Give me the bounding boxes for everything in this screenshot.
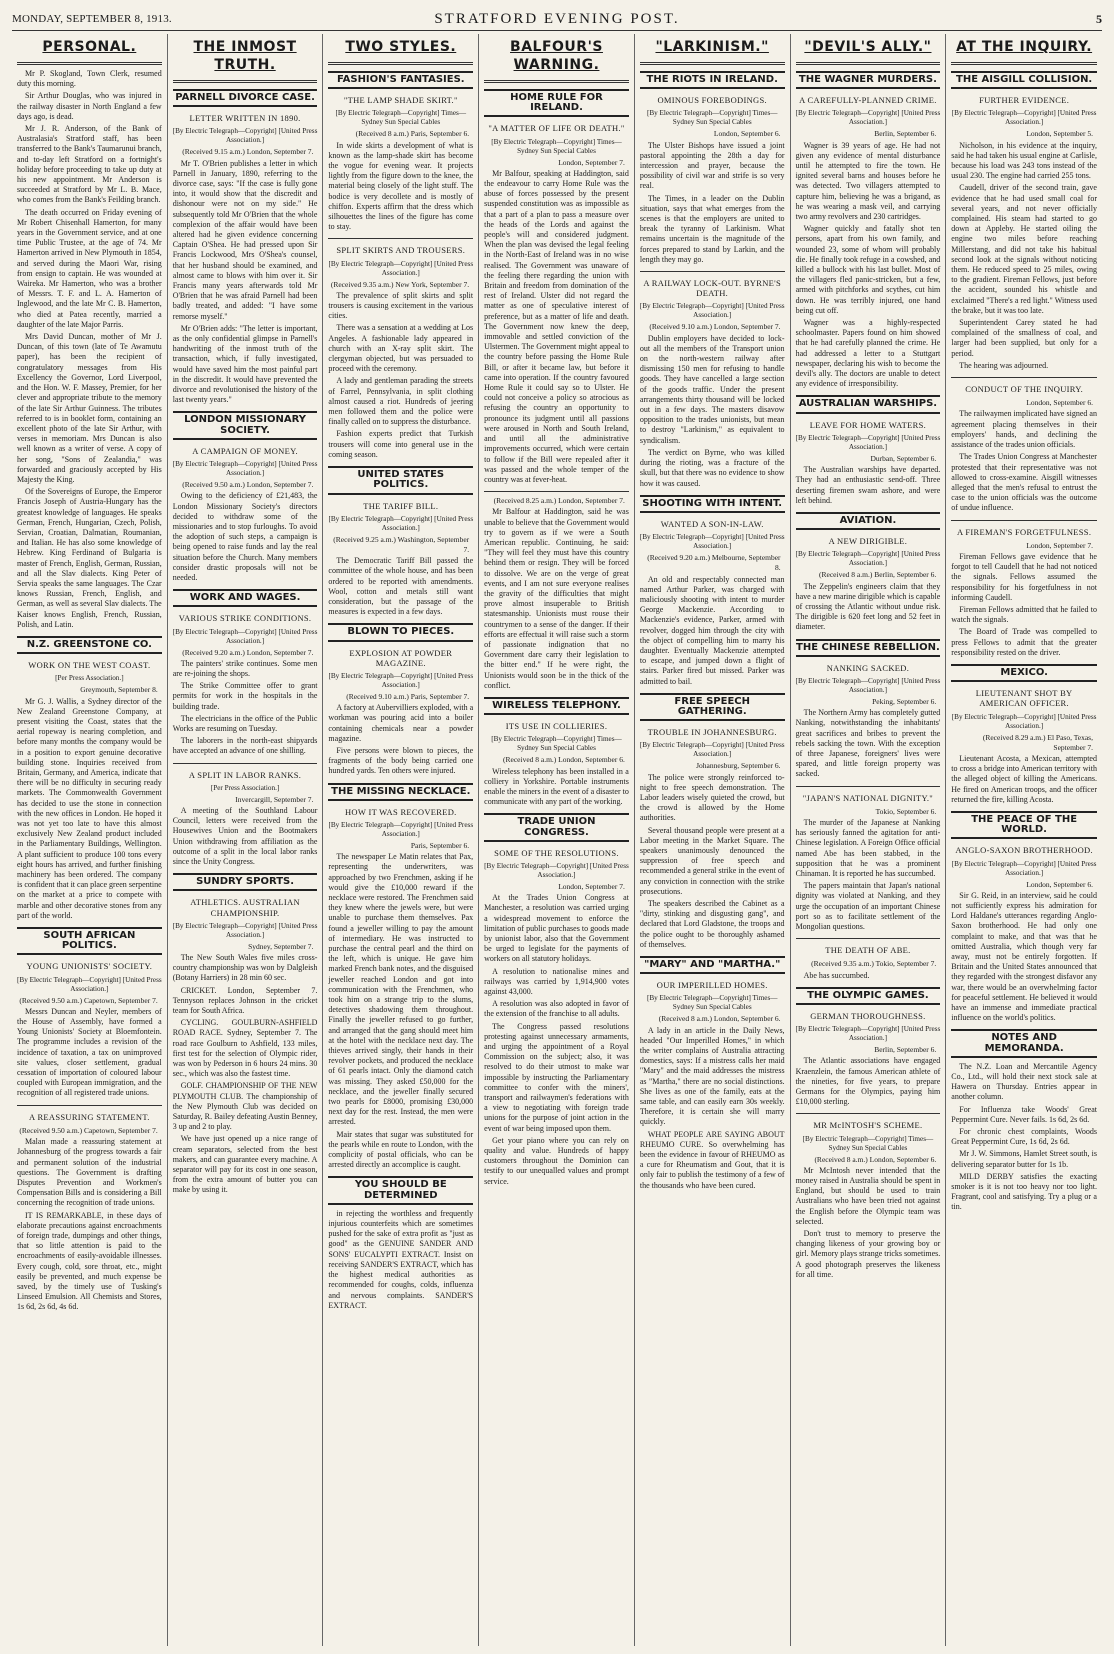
divider	[951, 377, 1097, 378]
masthead	[12, 8, 1102, 31]
subheadline: ANGLO-SAXON BROTHERHOOD.	[955, 845, 1093, 856]
divider	[484, 491, 629, 492]
byline: [By Electric Telegraph—Copyright] Times—Sydney Sun Special Cables	[802, 1134, 934, 1152]
paragraph: The painters' strike continues. Some men are re-joining the shops.	[172, 658, 318, 678]
divider	[484, 80, 629, 83]
paragraph: The Strike Committee offer to grant permits for work in the hospitals in the building trade.	[172, 681, 318, 711]
section-headline: N.Z. GREENSTONE CO.	[17, 636, 162, 654]
column-6	[791, 34, 947, 1646]
paragraph: The Ulster Bishops have issued a joint pastoral appointing the 28th a day for intercession and prayer, because the possibility of civil war and strife is so very real.	[639, 140, 785, 191]
column-headline: THE INMOST TRUTH.	[193, 39, 297, 73]
dateline: (Received 9.25 a.m.) Washington, September 7.	[333, 534, 470, 554]
paragraph: Wagner was a highly-respected schoolmaster. Papers found on him showed that he had carefully planned the crime. He had addressed a letter to a Stuttgart newspaper, declaring his wish to become the devil's ally. The doctors are unable to detect any evidence of irresponsibility.	[795, 318, 941, 389]
paragraph: The Atlantic associations have engaged Kraenzlein, the famous American athlete of the nineties, for five years, to prepare Germans for the Olympics, paying him £10,000 sterling.	[795, 1056, 941, 1107]
paragraph: Of the Sovereigns of Europe, the Emperor Francis Joseph of Austria-Hungary has the greatest knowledge of languages. He speaks German, French, Hungarian, Czech, Polish, Servian, Croatian, Dalmatian, Roumanian, and Italian. He has also some knowledge of Hebrew. King Ferdinand of Bulgaria is master of French, English, German, Russian, and all the Slav dialects. King Peter of Servia speaks the same languages. The Czar knows Russian, French, English, and German, as well as several Slav dialects. The Kaiser knows English, French, Russian, Polish, and Latin.	[17, 487, 162, 629]
column-headline: "LARKINISM."	[655, 39, 769, 55]
byline: [By Electric Telegraph—Copyright] [United Press Association.]	[951, 859, 1097, 877]
paragraph: Don't trust to memory to preserve the changing likeness of your growing boy or girl. Memory plays strange tricks sometimes. A good photograph preserves the likeness for all time.	[795, 1229, 941, 1279]
paragraph: An old and respectably connected man named Arthur Parker, was charged with maliciously shooting with intent to murder George Mackenzie. According to Mackenzie's evidence, Parker, armed with revolver, dogged him through the city with the object of compelling him to marry his daughter. Eventually Mackenzie attempted to escape, and jumped down a flight of stairs. Parker fired but missed. Parker was admitted to bail.	[639, 574, 785, 686]
subheadline: A NEW DIRIGIBLE.	[828, 536, 908, 547]
divider	[796, 1113, 941, 1114]
subheadline: "A MATTER OF LIFE OR DEATH."	[488, 123, 625, 134]
divider	[796, 938, 941, 939]
byline: [By Electric Telegraph—Copyright] [United Press Association.]	[484, 862, 629, 879]
paragraph: The hearing was adjourned.	[959, 360, 1049, 370]
byline: [By Electric Telegraph—Copyright] [United Press Association.]	[951, 712, 1097, 730]
page-number: 5	[1096, 12, 1102, 26]
subheadline: FURTHER EVIDENCE.	[979, 95, 1070, 106]
paragraph: We have just opened up a nice range of cream separators, selected from the best makers, and can guarantee every machine. A separator will pay for its cost in one season, from the extra amount of butter you can make by using it.	[172, 1134, 318, 1195]
section-headline: AVIATION.	[796, 512, 941, 530]
paragraph: Several thousand people were present at a Labor meeting in the Market Square. The speakers unanimously denounced the suppression of free speech and recommended a general strike in the event of any conviction in connection with the strike prosecutions.	[639, 825, 785, 896]
masthead-date: MONDAY, SEPTEMBER 8, 1913.	[12, 13, 172, 25]
paragraph: Five persons were blown to pieces, the fragments of the body being carried one hundred yards. Ten others were injured.	[328, 745, 474, 776]
dateline: Johannesburg, September 6.	[696, 761, 781, 771]
byline: [By Electric Telegraph—Copyright] [United Press Association.]	[795, 433, 941, 451]
subheadline: A FIREMAN'S FORGETFULNESS.	[957, 526, 1092, 537]
paragraph: Mr G. J. Wallis, a Sydney director of the New Zealand Greenstone Company, at present visiting the Coast, states that the aerial ropeway is nearing completion, and before many months the company would be in a position to export genuine decorative building stone. Inquiries received from Britain, Germany, and America, indicate that there will be no difficulty in securing ready markets. The Commonwealth Government has decided to use the stone in connection with the new offices in London. He hoped it was not yet too late to have this almost exclusively New Zealand product included in the Parliamentary Buildings, Wellington. A plant sufficient to produce 100 tons every eight hours has arrived, and further finishing machinery has been ordered. The company is confident that it can place green serpentine on the market at a price to compete with marble and other decorative stones from any part of the world.	[17, 696, 162, 920]
dateline: Peking, September 6.	[872, 696, 937, 706]
paragraph: Caudell, driver of the second train, gave evidence that he had used small coal for several years, and not never officially complained. His steam had started to go down at Appleby. He started oiling the engine two miles before reaching Millerstang, and did not take his habitual second look at the signals without noticing them. He reduced speed to 25 miles, owing to the gradient. Fireman Fellows, just before the accident, sounded his whistle and exclaimed "There's a red light." Witness used the brake, but it was too late.	[951, 183, 1097, 315]
subheadline: WANTED A SON-IN-LAW.	[660, 518, 764, 529]
byline: [By Electric Telegraph—Copyright] [United Press Association.]	[795, 676, 941, 694]
divider	[173, 763, 318, 764]
divider	[640, 271, 785, 272]
subheadline: SOME OF THE RESOLUTIONS.	[494, 847, 619, 858]
paragraph: The murder of the Japanese at Nanking has seriously fanned the agitation for anti-Chinese legislation. A Foreign Office official named Abe has been stabbed, in the supposition that he was a prominent Chinaman. It is reported he has succumbed.	[795, 817, 941, 878]
paragraph: Mrs David Duncan, mother of Mr J. Duncan, of this town (late of Te Awamutu paper), has been the recipient of congratulatory messages from His Excellency the Governor, Lord Liverpool, and the Hon. W. F. Massey, Premier, for her clever and appropriate tribute to the memory of the late Sir Arthur Guinness. The tributes referred to is in booklet form, containing an excellent photo of the late Sir Arthur, with verses in memoriam. Mrs Duncan is also well known as a writer of verse. A copy of her song, "Sons of Zealandia," was forwarded and graciously accepted by His Majesty the King.	[17, 332, 162, 484]
section-headline: THE OLYMPIC GAMES.	[796, 987, 941, 1005]
dateline: (Received 8 a.m.) London, September 6.	[814, 1154, 937, 1164]
paragraph: Dublin employers have decided to lock-out all the members of the Transport union on the north-western railway after dismissing 150 men for refusing to handle goods. They have cancelled a large section of the goods traffic. Under the present arrangements thirty thousand will be locked out in a few days. The masters disavow opposition to the trades unionists, but mean to destroy "Larkinism," as equivalent to syndicalism.	[639, 333, 785, 445]
section-headline: BLOWN TO PIECES.	[328, 623, 473, 641]
paragraph: Nicholson, in his evidence at the inquiry, said he had taken his usual engine at Carlisle, because his load was 243 tons instead of the usual 230. The engine had carried 255 tons.	[951, 140, 1097, 181]
subheadline: EXPLOSION AT POWDER MAGAZINE.	[349, 647, 453, 668]
byline: [By Electric Telegraph—Copyright] Times—Sydney Sun Special Cables	[646, 109, 778, 127]
paragraph: CYCLING. GOULBURN-ASHFIELD ROAD RACE. Sydney, September 7. The road race Goulburn to Ashfield, 133 miles, first test for the selection of Olympic rider, was won by Pederson in 6 hours 24 mins. 30 sec., which was also the fastest time.	[172, 1018, 318, 1079]
paragraph: in rejecting the worthless and frequently injurious counterfeits which are sometimes pushed for the sake of extra profit as "just as good" as the GENUINE SANDER AND SONS' EUCALYPTI EXTRACT. Insist on receiving SANDER'S EXTRACT, which has the highest medical authorities as recommended for coughs, colds, influenza and nervous complaints. SANDER'S EXTRACT.	[328, 1208, 474, 1310]
subheadline: LIEUTENANT SHOT BY AMERICAN OFFICER.	[975, 688, 1073, 709]
dateline: London, September 7.	[558, 157, 625, 167]
section-headline: THE MISSING NECKLACE.	[328, 783, 473, 801]
paragraph: A resolution to nationalise mines and railways was carried by 1,914,900 votes against 43,000.	[484, 966, 629, 997]
column-3	[323, 34, 479, 1646]
paragraph: The Congress passed resolutions protesting against unnecessary armaments, and urging the appointment of a Royal Commission on the subject; also, it was resolved to do their utmost to make war impossible by instructing the Parliamentary committee to confer with the miners', transport and railwaymen's federations with a view to negotiating with foreign trade unions for the purpose of joint action in the event of war being imposed upon them.	[484, 1021, 629, 1133]
paragraph: The electricians in the office of the Public Works are resuming on Tuesday.	[172, 713, 318, 733]
paragraph: A meeting of the Southland Labour Council, letters were received from the Housewives Union and the Bootmakers Union withdrawing from affiliation as the outcome of a split in the local labor ranks since the Unity Congress.	[172, 805, 318, 866]
column-4	[479, 34, 635, 1646]
subheadline: YOUNG UNIONISTS' SOCIETY.	[26, 961, 153, 972]
section-headline: LONDON MISSIONARY SOCIETY.	[173, 411, 318, 439]
paragraph: Lieutenant Acosta, a Mexican, attempted to cross a bridge into American territory with the alleged object of killing the Americans. He fired on American troops, and the officer returned the fire, killing Acosta.	[951, 753, 1097, 804]
byline: [By Electric Telegraph—Copyright] Times—Sydney Sun Special Cables	[335, 109, 467, 127]
dateline: (Received 8.29 a.m.) El Paso, Texas, September 7.	[982, 732, 1093, 752]
section-headline: FASHION'S FANTASIES.	[328, 71, 473, 89]
paragraph: The police were strongly reinforced to-night to free speech demonstration. The Labor leaders wisely quieted the crowd, but the crowd is allowed by the Home authorities.	[639, 772, 785, 823]
paragraph: IT IS REMARKABLE, in these days of elaborate precautions against encroachments of foreign trade, dumpings and other things, that so little attention is paid to the encroachments of easily-avoidable illnesses. Every cough, cold, sore throat, etc., might easily be prevented, and much expense be saved, by the timely use of Tusking's Linseed Emulsion. All Chemists and Stores, 1s 6d, 2s 6d, 4s 6d.	[17, 1210, 162, 1312]
column-1	[12, 34, 168, 1646]
section-headline: THE PEACE OF THE WORLD.	[951, 811, 1097, 839]
subheadline: SPLIT SKIRTS AND TROUSERS.	[336, 245, 466, 256]
subheadline: LETTER WRITTEN IN 1890.	[189, 113, 301, 124]
dateline: (Received 8.25 a.m.) London, September 7.	[493, 496, 625, 506]
byline: [By Electric Telegraph—Copyright] [United Press Association.]	[17, 975, 162, 993]
paragraph: Get your piano where you can rely on quality and value. Hundreds of happy customers throughout the Dominion can testify to our unequalled values and prompt service.	[484, 1135, 629, 1186]
divider	[328, 238, 473, 239]
dateline: (Received 9.50 a.m.) Capetown, September 7.	[19, 1125, 158, 1135]
paragraph: The N.Z. Loan and Mercantile Agency Co., Ltd., will hold their next stock sale at Hawera on Thursday. Entries appear in another column.	[951, 1061, 1097, 1102]
dateline: London, September 5.	[1026, 129, 1093, 139]
paragraph: Mr O'Brien adds: "The letter is important, as the only confidential glimpse in Parnell's handwriting of the inmost truth of the transaction, which, if fully investigated, would have saved him the most painful part in the discredit. It would have prevented the divorce and revolutionised the history of the last twenty years."	[172, 323, 318, 405]
column-headline: TWO STYLES.	[345, 39, 457, 55]
subheadline: A SPLIT IN LABOR RANKS.	[188, 769, 302, 780]
subheadline: LEAVE FOR HOME WATERS.	[809, 419, 927, 430]
paragraph: Wagner quickly and fatally shot ten persons, apart from his own family, and wounded 23, some of whom will probably die. He finally took refuge in a cowshed, and killed a bullock with his last bullet. Most of the villagers fled panic-stricken, but a few, armed with pitchforks and scythes, cut him down. He was terribly injured, one hand being cut off.	[795, 224, 941, 315]
paragraph: Mr J. W. Simmons, Hamlet Street south, is delivering separator butter for 1s 1b.	[951, 1149, 1097, 1169]
paragraph: The Democratic Tariff Bill passed the committee of the whole house, and has been ordered to be reported with amendments. Wool, cotton and metals still want consideration, but the passage of the measures is expected in a few days.	[328, 556, 474, 617]
section-headline: WORK AND WAGES.	[173, 589, 318, 607]
paragraph: Messrs Duncan and Neyler, members of the House of Assembly, have formed a Young Unionists' Society at Bloemfontein. The programme includes a revision of the incidence of taxation, a tax on unimproved site values, closer settlement, gradual cessation of importation of coloured labour coupled with European immigration, and the recognition of all registered trade unions.	[17, 1006, 162, 1098]
paragraph: The newspaper Le Matin relates that Pax, representing the underwriters, was approached by two Frenchmen, asking if he would give the £10,000 reward if the necklace were restored. The Frenchmen said they knew where the jewels were, but were unable to purchase them themselves. Pax found a jeweller willing to pay the amount of intermediary. He was instructed to purchase the central pearl and the third on the left, which is unique. He gave him marked French bank notes, and the disguised jeweller reached London and got into communication with the Frenchmen, who took him on a strange trip to the slums, detectives shadowing them throughout. Finally the jeweller refused to go further, and arranged that the gang should meet him at the hotel with the necklace next day. The thieves arrived singly, their hands in their revolver pockets, and produced the necklace of 61 pearls intact. Only the diamond catch was missing. They asked £50,000 for the necklace, and the jeweller finally secured two pearls for £8000, promising £30,000 next day for the rest. Instead, the men were arrested.	[328, 852, 474, 1127]
paragraph: Owing to the deficiency of £21,483, the London Missionary Society's directors decided to withdraw some of the missionaries and to stop furloughs. To avoid the adoption of such steps, a campaign is being opened to raise funds and lay the real situation before the Church. Many members consider drastic proposals will not be needed.	[172, 491, 318, 582]
byline: [By Electric Telegraph—Copyright] [United Press Association.]	[328, 671, 474, 689]
paragraph: The papers maintain that Japan's national dignity was violated at Nanking, and they urge the occupation of an important Chinese port so as to facilitate settlement of the Mongolian questions.	[795, 881, 941, 931]
dateline: (Received 9.20 a.m.) Melbourne, September 8.	[647, 553, 781, 573]
paragraph: Fireman Fellows admitted that he failed to watch the signals.	[951, 604, 1097, 625]
subheadline: GERMAN THOROUGHNESS.	[810, 1011, 926, 1022]
paragraph: Fireman Fellows gave evidence that he forgot to tell Caudell that he had not noticed the signals. Fellows assumed the responsibility for his forgetfulness in not informing Caudell.	[951, 551, 1097, 602]
paragraph: Fashion experts predict that Turkish trousers will come into general use in the coming season.	[328, 429, 474, 459]
masthead-title: STRATFORD EVENING POST.	[434, 11, 680, 27]
subheadline: MR McINTOSH'S SCHEME.	[813, 1120, 923, 1131]
dateline: Invercargill, September 7.	[235, 794, 314, 804]
byline: [By Electric Telegraph—Copyright] [United Press Association.]	[795, 109, 941, 127]
byline: [By Electric Telegraph—Copyright] [United Press Association.]	[639, 302, 785, 320]
paragraph: Superintendent Carey stated he had complained of the smallness of coal, and larger had been supplied, but only for a period.	[951, 318, 1097, 358]
subheadline: CONDUCT OF THE INQUIRY.	[965, 384, 1084, 395]
column-headline: BALFOUR'S WARNING.	[510, 39, 603, 73]
paragraph: Wireless telephony has been installed in a colliery in Yorkshire. Portable instruments enable the miners in the event of a disaster to communicate with any part of the working.	[484, 766, 629, 807]
subheadline: NANKING SACKED.	[826, 662, 910, 673]
dateline: (Received 9.10 a.m.) London, September 7.	[649, 322, 781, 332]
paragraph: The New South Wales five miles cross-country championship was won by Dalgleish (Botany Harriers) in 28 min 60 sec.	[172, 953, 318, 983]
dateline: London, September 7.	[1026, 540, 1093, 550]
paragraph: The speakers described the Cabinet as a "dirty, stinking and disgusting gang", and declared that Lord Gladstone, the troops and the police ought to be thoroughly ashamed of themselves.	[639, 899, 785, 949]
subheadline: OUR IMPERILLED HOMES.	[656, 980, 768, 991]
byline: [By Electric Telegraph—Copyright] [United Press Association.]	[172, 921, 318, 939]
section-headline: PARNELL DIVORCE CASE.	[173, 89, 318, 107]
paragraph: Mr Balfour, speaking at Haddington, said the endeavour to carry Home Rule was the abuse of forces possessed by the present suspended constitution was as impossible as that a part of a plan to pass a measure over the heads of the Lords and against the people's will and considered judgment. When the plan was devised the legal feeling in the North-East of Ireland was in no wise realised. The Government was unaware of the feeling there regarding the union with Britain and freedom from domination of the rest of Ireland. Ulster did not regard the matter as one of speculative interest of preference, but as a matter of life and death. The Government now knew the deep, immovable and settled conviction of the Ulstermen. The Government might appeal to the country before passing the Home Rule Bill, or after it became law, but before it came into operation. If the country favoured Home Rule it could say so to Ulster. He could not conceive a policy so atrocious as refusing the country an opportunity to pronounce its judgment until all passions were aroused in North and South Ireland, and until all the administrative improvements occurred, which were certain to follow if the Bill were repealed after it was passed and the whole temper of the country was at fever-heat.	[484, 168, 629, 484]
paragraph: A factory at Aubervilliers exploded, with a workman was pouring acid into a boiler containing chemicals near a powder magazine.	[328, 703, 474, 743]
paragraph: The Board of Trade was compelled to press Fellows to admit that the greater responsibility rested on the driver.	[951, 627, 1097, 657]
paragraph: In wide skirts a development of what is known as the lamp-shade skirt has become the vogue for evening wear. It projects lightly from the figure down to the knee, the material being closely of the light stuff. The bodice is very decollete and is mostly of chiffon. Experts affirm that the dress which silhouettes the lines of the figure has come to stay.	[328, 140, 474, 232]
subheadline: THE TARIFF BILL.	[363, 500, 439, 511]
subheadline: ATHLETICS. AUSTRALIAN CHAMPIONSHIP.	[190, 897, 300, 918]
divider	[796, 786, 941, 787]
dateline: (Received 9.35 a.m.) New York, September 7.	[330, 279, 470, 289]
dateline: London, September 6.	[713, 129, 781, 139]
paragraph: The Times, in a leader on the Dublin situation, says that what emerges from the scenes is that the employers are united to break the tyranny of Larkinism. What remains uncertain is the magnitude of the forces prepared to stand by Larkin, and the length they may go.	[639, 193, 785, 264]
section-headline: TRADE UNION CONGRESS.	[484, 813, 629, 841]
subheadline: ITS USE IN COLLIERIES.	[505, 721, 608, 732]
paragraph: GOLF. CHAMPIONSHIP OF THE NEW PLYMOUTH CLUB. The championship of the New Plymouth Club was decided on Saturday, R. Bailey defeating Austin Benney, 3 up and 2 to play.	[172, 1081, 318, 1132]
byline: [Per Press Association.]	[55, 674, 124, 683]
paragraph: Sir Arthur Douglas, who was injured in the railway disaster in North England a few days ago, is dead.	[17, 91, 162, 121]
section-headline: AUSTRALIAN WARSHIPS.	[796, 395, 941, 413]
dateline: London, September 6.	[1026, 398, 1093, 408]
divider	[796, 62, 941, 65]
subheadline: HOW IT WAS RECOVERED.	[344, 806, 457, 817]
newspaper-columns	[12, 34, 1102, 1646]
column-headline: PERSONAL.	[42, 39, 137, 55]
divider	[173, 80, 318, 83]
section-headline: THE RIOTS IN IRELAND.	[640, 71, 785, 89]
section-headline: NOTES AND MEMORANDA.	[951, 1029, 1097, 1057]
dateline: London, September 6.	[1026, 879, 1093, 889]
divider	[951, 62, 1097, 65]
byline: [By Electric Telegraph—Copyright] [United Press Association.]	[639, 741, 785, 759]
paragraph: CRICKET. London, September 7. Tennyson replaces Johnson in the cricket team for South Africa.	[172, 985, 318, 1016]
byline: [By Electric Telegraph—Copyright] Times—Sydney Sun Special Cables	[646, 994, 778, 1012]
section-headline: THE AISGILL COLLISION.	[951, 71, 1097, 89]
paragraph: The prevalence of split skirts and split trousers is causing excitement in the various cities.	[328, 290, 474, 321]
dateline: Paris, September 6.	[410, 840, 470, 850]
section-headline: THE CHINESE REBELLION.	[796, 639, 941, 657]
paragraph: There was a sensation at a wedding at Los Angeles. A fashionable lady appeared in church with an X-ray split skirt. The clergyman objected, but was persuaded to proceed with the ceremony.	[328, 323, 474, 374]
dateline: (Received 8 a.m.) London, September 6.	[503, 755, 625, 765]
paragraph: The verdict on Byrne, who was killed during the rioting, was a fracture of the skull, but that there was no evidence to show how it was caused.	[639, 447, 785, 488]
paragraph: Sir G. Reid, in an interview, said he could not sufficiently express his admiration for Lord Haldane's utterances regarding Anglo-Saxon brotherhood. He had only one complaint to make, and that was that he omitted Australia, which though very far away, must not be entirely forgotten. If Britain and the United States announced that they regarded with the strongest disfavor any war, there would be an overwhelming factor for peaceful settlement. He believed it would have an immense and immediate practical influence on the world's politics.	[951, 890, 1097, 1023]
paragraph: For chronic chest complaints, Woods Great Peppermint Cure, 1s 6d, 2s 6d.	[951, 1127, 1097, 1147]
dateline: Sydney, September 7.	[248, 941, 314, 951]
dateline: (Received 9.50 a.m.) Capetown, September 7.	[19, 995, 158, 1005]
section-headline: "MARY" AND "MARTHA."	[640, 956, 785, 974]
byline: [By Electric Telegraph—Copyright] [United Press Association.]	[172, 127, 318, 145]
column-7	[946, 34, 1102, 1646]
byline: [By Electric Telegraph—Copyright] [United Press Association.]	[172, 627, 318, 645]
dateline: (Received 8 a.m.) London, September 6.	[658, 1014, 781, 1024]
subheadline: "THE LAMP SHADE SKIRT."	[343, 95, 458, 106]
paragraph: The Zeppelin's engineers claim that they have a new marine dirigible which is capable of crossing the Atlantic without undue risk. The dirigible is 620 feet long and 52 feet in diameter.	[795, 581, 941, 632]
subheadline: WORK ON THE WEST COAST.	[28, 660, 151, 671]
dateline: Berlin, September 6.	[874, 1045, 937, 1055]
paragraph: A resolution was also adopted in favor of the extension of the franchise to all adults.	[484, 999, 629, 1019]
dateline: (Received 8 a.m.) Paris, September 6.	[355, 129, 470, 139]
subheadline: TROUBLE IN JOHANNESBURG.	[647, 727, 777, 738]
paragraph: Mr McIntosh never intended that the money raised in Australia should be spent in England, but should be used to train Australians who have been tried not against the English before the Olympic team was selected.	[795, 1165, 941, 1226]
divider	[640, 62, 785, 65]
dateline: (Received 9.35 a.m.) Tokio, September 7.	[811, 959, 937, 969]
dateline: (Received 9.50 a.m.) London, September 7.	[182, 480, 314, 490]
byline: [By Electric Telegraph—Copyright] [United Press Association.]	[328, 820, 474, 838]
dateline: Durban, September 6.	[870, 453, 937, 463]
section-headline: WIRELESS TELEPHONY.	[484, 697, 629, 715]
paragraph: A lady and gentleman parading the streets of Farrel, Pennsylvania, in split clothing almost caused a riot. Hundreds of jeering men followed them and the police were finally called on to suppress the disturbance.	[328, 376, 474, 427]
subheadline: "JAPAN'S NATIONAL DIGNITY."	[802, 792, 934, 803]
divider	[328, 62, 473, 65]
byline: [By Electric Telegraph—Copyright] [United Press Association.]	[951, 109, 1097, 127]
byline: [By Electric Telegraph—Copyright] [United Press Association.]	[795, 550, 941, 568]
section-headline: MEXICO.	[951, 664, 1097, 682]
paragraph: The Australian warships have departed. They had an enthusiastic send-off. Three deserting firemen swam ashore, and were left behind.	[795, 465, 941, 505]
section-headline: YOU SHOULD BE DETERMINED	[328, 1176, 473, 1204]
section-headline: SOUTH AFRICAN POLITICS.	[17, 927, 162, 955]
byline: [By Electric Telegraph—Copyright] [United Press Association.]	[172, 460, 318, 478]
paragraph: For Influenza take Woods' Great Peppermint Cure. Never fails. 1s 6d, 2s 6d.	[951, 1104, 1097, 1124]
paragraph: Mair states that sugar was substituted for the pearls while en route to London, with the complicity of postal officials, who can be arrested directly an accomplice is caught.	[328, 1129, 474, 1170]
section-headline: HOME RULE FOR IRELAND.	[484, 89, 629, 117]
dateline: (Received 9.10 a.m.) Paris, September 7.	[346, 691, 470, 701]
paragraph: Malan made a reassuring statement at Johannesburg of the progress towards a fair and permanent solution of the industrial questions. The Government is drafting Disputes Prevention and Workmen's Compensation Bills and is considering a Bill concerning the recognition of trade unions.	[17, 1137, 162, 1208]
dateline: (Received 9.20 a.m.) London, September 7.	[182, 647, 314, 657]
section-headline: FREE SPEECH GATHERING.	[640, 693, 785, 721]
dateline: (Received 9.15 a.m.) London, September 7.	[182, 147, 314, 157]
subheadline: A CAREFULLY-PLANNED CRIME.	[799, 95, 937, 106]
dateline: (Received 8 a.m.) Berlin, September 6.	[819, 570, 937, 580]
section-headline: THE WAGNER MURDERS.	[796, 71, 941, 89]
paragraph: Mr Balfour at Haddington, said he was unable to believe that the Government would try to govern as if we were a South American republic. Continuing, he said: "They will feel they must have this country behind them or resign. They will be forced to dissolve. We are on the verge of great events, and I am not sure everyone realises the gravity of the difficulties that might prove almost insuperable to British statesmanship. Unionists must rouse their countrymen to a sense of the danger. If their efforts are effectual it will raise such a storm of passionate indignation that no Government dare carry their legislation to the bitter end." If he were right, the Unionists would soon be in the thick of the conflict.	[484, 507, 629, 690]
paragraph: Abe has succumbed.	[803, 970, 870, 980]
divider	[17, 1105, 162, 1106]
paragraph: The Northern Army has completely gutted Nanking, notwithstanding the inhabitants' great sacrifices and bribes to prevent the rebels sacking the town. With the exception of three Japanese, foreigners' lives were spared, and little foreign property was sacked.	[795, 708, 941, 779]
paragraph: The railwaymen implicated have signed an agreement placing themselves in their employers' hands, and declining the assistance of the trades union officials.	[951, 409, 1097, 450]
dateline: London, September 7.	[558, 882, 625, 891]
subheadline: A RAILWAY LOCK-OUT. BYRNE'S DEATH.	[643, 278, 781, 299]
paragraph: MILD DERBY satisfies the exacting smoker is it is not too heavy nor too light. Fragrant, cool and satisfying. Try a plug or a tin.	[951, 1171, 1097, 1212]
divider	[17, 62, 162, 65]
byline: [By Electric Telegraph—Copyright] [United Press Association.]	[328, 514, 474, 532]
paragraph: Wagner is 39 years of age. He had not given any evidence of mental disturbance until he attempted to fire the town. He ignited several barns and houses before he was detected. Two villagers attempted to capture him, believing he was a brigand, as he was wearing a mask veil, and carrying two army revolvers and 230 cartridges.	[795, 140, 941, 222]
byline: [Per Press Association.]	[210, 783, 280, 792]
byline: [By Electric Telegraph—Copyright] Times—Sydney Sun Special Cables	[491, 735, 622, 753]
section-headline: SHOOTING WITH INTENT.	[640, 495, 785, 513]
byline: [By Electric Telegraph—Copyright] [United Press Association.]	[795, 1025, 941, 1043]
byline: [By Electric Telegraph—Copyright] Times—Sydney Sun Special Cables	[491, 137, 622, 155]
paragraph: Mr J. R. Anderson, of the Bank of Australasia's Stratford staff, has been transferred to the Bank's Taumarunui branch, and to-day left Stratford on a fortnight's holiday before proceeding to take up duty at his new appointment. Mr Anderson is succeeded at Stratford by Mr L. B. Mace, who comes from the Bank's Feilding branch.	[17, 124, 162, 205]
subheadline: THE DEATH OF ABE.	[825, 945, 911, 956]
paragraph: A lady in an article in the Daily News, headed "Our Imperilled Homes," in which the writer complains of Australia attracting domestics, says: If a mistress calls her maid "Mary" and the maid addresses the mistress as "Martha," there are no social distinctions. She lives as one of the family, eats at the same table, and can easily earn 30s weekly. Therefore, it is certain she will marry quickly.	[639, 1025, 785, 1127]
column-5	[635, 34, 791, 1646]
subheadline: OMINOUS FOREBODINGS.	[657, 95, 767, 106]
paragraph: The laborers in the north-east shipyards have accepted an advance of one shilling.	[172, 736, 318, 756]
subheadline: A CAMPAIGN OF MONEY.	[192, 445, 298, 456]
section-headline: UNITED STATES POLITICS.	[328, 466, 473, 494]
paragraph: Mr P. Skogland, Town Clerk, resumed duty this morning.	[17, 69, 162, 89]
dateline: Berlin, September 6.	[874, 129, 937, 139]
column-headline: "DEVIL'S ALLY."	[804, 39, 932, 55]
column-2	[168, 34, 324, 1646]
dateline: Greymouth, September 8.	[80, 685, 158, 695]
paragraph: Mr T. O'Brien publishes a letter in which Parnell in January, 1890, referring to the divorce case, says: "If the case is fully gone into, it would show that the discredit and dishonour were not on my side." He subsequently told Mr O'Brien that the whole complexion of the affair would have been altered had he given evidence concerning Captain O'Shea. He had pressed upon Sir Francis Lockwood, Mrs O'Shea's counsel, that her husband should be examined, and almost came to blows with him over it. Sir Francis many years afterwards told Mr O'Brien that he was afraid Parnell had been badly treated, and added: "I have some remorse myself."	[172, 158, 318, 321]
section-headline: SUNDRY SPORTS.	[173, 873, 318, 891]
column-headline: AT THE INQUIRY.	[956, 39, 1093, 55]
byline: [By Electric Telegraph—Copyright] [United Press Association.]	[639, 533, 785, 551]
paragraph: The Trades Union Congress at Manchester protested that their representative was not allowed to cross-examine. Aisgill witnesses alleged that the men's refusal to entrust the case to the union officials was the outcome of undue influence.	[951, 452, 1097, 513]
subheadline: A REASSURING STATEMENT.	[29, 1111, 150, 1122]
divider	[951, 520, 1097, 521]
paragraph: The death occurred on Friday evening of Mr Robert Chisenhall Hamerton, for many years in the Government service, and at one time Public Trustee, at the age of 74. Mr Hamerton arrived in New Plymouth in 1854, and served during the Maori War, rising from ensign to captain. He was wounded at Waireka. Mr Hamerton, who was a brother of Messrs. T. F. and L. A. Hamerton of Inglewood, and the late Mr C. B. Hamerton, who died at Patea recently, married a daughter of the late Major Parris.	[17, 207, 162, 329]
byline: [By Electric Telegraph—Copyright] [United Press Association.]	[328, 259, 474, 277]
subheadline: VARIOUS STRIKE CONDITIONS.	[178, 613, 312, 624]
paragraph: WHAT PEOPLE ARE SAYING ABOUT RHEUMO CURE. So overwhelming has been the evidence in favour of RHEUMO as a cure for Rheumatism and Gout, that it is only fair to publish the testimony of a few of the thousands who have been cured.	[639, 1129, 785, 1190]
paragraph: At the Trades Union Congress at Manchester, a resolution was carried urging a widespread movement to enforce the limitation of public purchases to goods made by unionist labor, also that the Government be urged to legislate for the payments of workers on all statutory holidays.	[484, 893, 629, 964]
dateline: Tokio, September 6.	[875, 806, 937, 816]
